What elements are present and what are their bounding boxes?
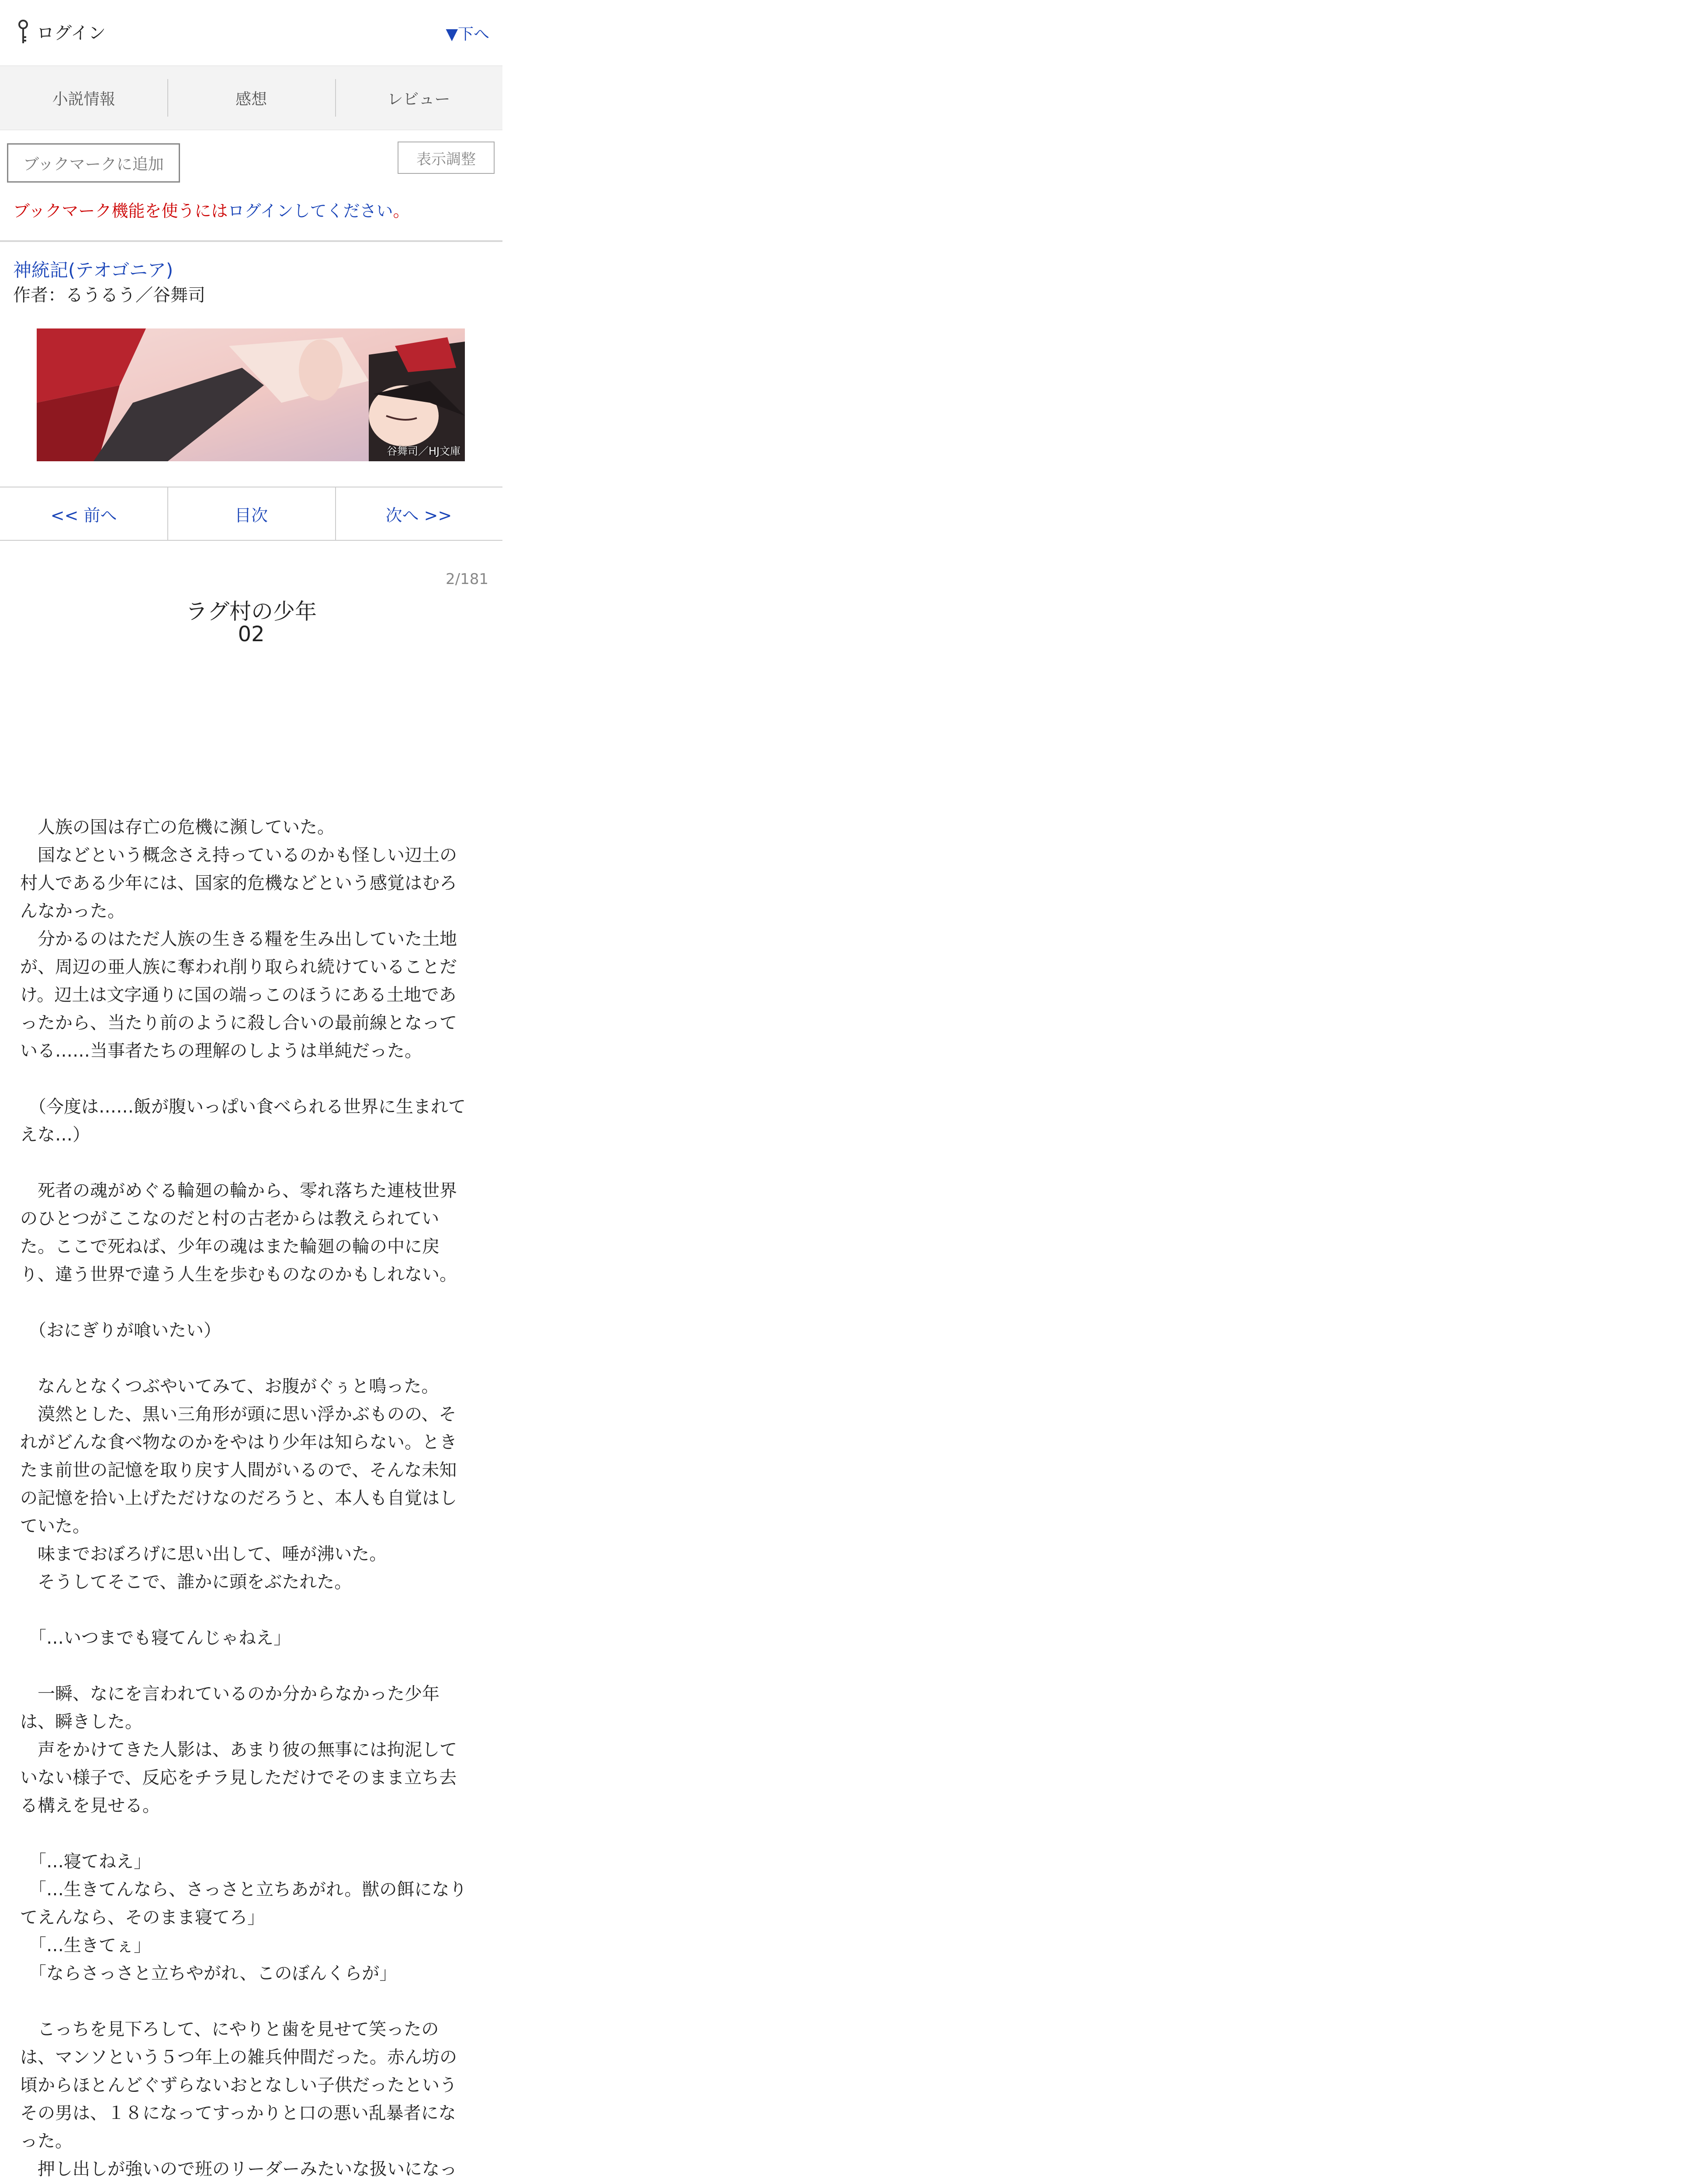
body-paragraph: 人族の国は存亡の危機に瀕していた。 bbox=[20, 817, 335, 837]
novel-tabs bbox=[0, 66, 502, 130]
body-paragraph: 「…生きてんなら、さっさと立ちあがれ。獣の餌になりてえんなら、そのまま寝てろ」 bbox=[20, 1880, 467, 1928]
banner-credit: 谷舞司／HJ文庫 bbox=[386, 445, 461, 457]
body-paragraph: 声をかけてきた人影は、あまり彼の無事には拘泥していない様子で、反応をチラ見しただけでそのまま立ち去る構えを見せる。 bbox=[20, 1740, 457, 1816]
bookmark-login-notice bbox=[13, 197, 409, 221]
banner-illustration bbox=[37, 328, 465, 461]
top-bar bbox=[0, 0, 502, 66]
body-paragraph: 押し出しが強いので班のリーダーみたいな扱いになっ bbox=[37, 2159, 457, 2179]
novel-title-link[interactable]: 神統記(テオゴニア) bbox=[13, 259, 173, 281]
scroll-down-link[interactable]: ▼下へ bbox=[446, 25, 489, 43]
page-counter: 2/181 bbox=[446, 570, 488, 588]
body-paragraph: こっちを見下ろして、にやりと歯を見せて笑ったのは、マンソという５つ年上の雑兵仲間だった。赤ん坊の頃からほとんどぐずらないおとなしい子供だったというその男は、１８になってすっかりと口の悪い乱暴者になった。 bbox=[20, 2019, 457, 2151]
tab-impressions[interactable]: 感想 bbox=[167, 66, 335, 130]
body-paragraph: 漠然とした、黒い三角形が頭に思い浮かぶものの、それがどんな食べ物なのかをやはり少年は知らない。ときたま前世の記憶を取り戻す人間がいるので、そんな未知の記憶を拾い上げただけなのだろうと、本人も自覚はしていた。 bbox=[20, 1404, 457, 1536]
display-settings-button[interactable]: 表示調整 bbox=[398, 142, 495, 174]
body-paragraph: 「…寝てねえ」 bbox=[20, 1852, 151, 1872]
blank-line bbox=[20, 1652, 470, 1680]
body-paragraph: 国などという概念さえ持っているのかも怪しい辺土の村人である少年には、国家的危機などという感覚はむろんなかった。 bbox=[20, 845, 457, 921]
toc-link[interactable]: 目次 bbox=[167, 487, 335, 540]
body-paragraph: 「ならさっさと立ちやがれ、このぼんくらが」 bbox=[20, 1963, 397, 1984]
body-paragraph: 死者の魂がめぐる輪廻の輪から、零れ落ちた連枝世界のひとつがここなのだと村の古老からは教えられていた。ここで死ねば、少年の魂はまた輪廻の輪の中に戻り、違う世界で違う人生を歩むものなのかもしれない。 bbox=[20, 1181, 457, 1285]
chapter-title: ラグ村の少年 bbox=[186, 599, 317, 624]
blank-line bbox=[20, 1596, 470, 1624]
next-chapter-link[interactable]: 次へ >> bbox=[335, 487, 502, 540]
blank-line bbox=[20, 1987, 470, 2015]
body-paragraph: （今度は……飯が腹いっぱい食べられる世界に生まれてえな…） bbox=[20, 1097, 466, 1145]
notice-login-link[interactable]: ログインしてください bbox=[228, 201, 393, 221]
chapter-subtitle: 02 bbox=[238, 622, 265, 646]
key-icon bbox=[17, 20, 29, 44]
blank-line bbox=[20, 1820, 470, 1848]
body-paragraph: （おにぎりが喰いたい） bbox=[20, 1320, 221, 1341]
blank-line bbox=[20, 1065, 470, 1093]
body-paragraph: そうしてそこで、誰かに頭をぶたれた。 bbox=[20, 1572, 352, 1592]
promo-banner-image[interactable] bbox=[37, 328, 465, 461]
body-paragraph: 一瞬、なにを言われているのか分からなかった少年は、瞬きした。 bbox=[20, 1684, 440, 1732]
chapter-pager bbox=[0, 487, 502, 541]
blank-line bbox=[20, 1149, 470, 1177]
page bbox=[0, 0, 502, 2184]
login-link[interactable] bbox=[17, 19, 106, 44]
login-label: ログイン bbox=[37, 23, 106, 43]
prev-chapter-link[interactable]: << 前へ bbox=[50, 505, 117, 525]
novel-body-text bbox=[20, 813, 470, 2184]
blank-line bbox=[20, 1289, 470, 1317]
tab-reviews[interactable]: レビュー bbox=[335, 66, 502, 130]
body-paragraph: 味までおぼろげに思い出して、唾が沸いた。 bbox=[20, 1544, 387, 1564]
notice-text-before: ブックマーク機能を使うには bbox=[13, 201, 228, 221]
add-bookmark-button[interactable]: ブックマークに追加 bbox=[7, 143, 180, 183]
body-paragraph: 「…生きてぇ」 bbox=[20, 1935, 151, 1956]
tab-novel-info[interactable]: 小説情報 bbox=[52, 90, 115, 108]
body-paragraph: 分かるのはただ人族の生きる糧を生み出していた土地が、周辺の亜人族に奪われ削り取られ続けていることだけ。辺土は文字通りに国の端っこのほうにある土地であったから、当たり前のように殺し合いの最前線となっている……当事者たちの理解のしようは単純だった。 bbox=[20, 929, 457, 1061]
body-paragraph: 「…いつまでも寝てんじゃねえ」 bbox=[20, 1628, 291, 1648]
divider bbox=[0, 240, 502, 242]
author-line: 作者：るうるう／谷舞司 bbox=[13, 285, 205, 305]
notice-text-after: 。 bbox=[393, 201, 410, 221]
blank-line bbox=[20, 1344, 470, 1372]
body-paragraph: なんとなくつぶやいてみて、お腹がぐぅと鳴った。 bbox=[20, 1376, 439, 1396]
